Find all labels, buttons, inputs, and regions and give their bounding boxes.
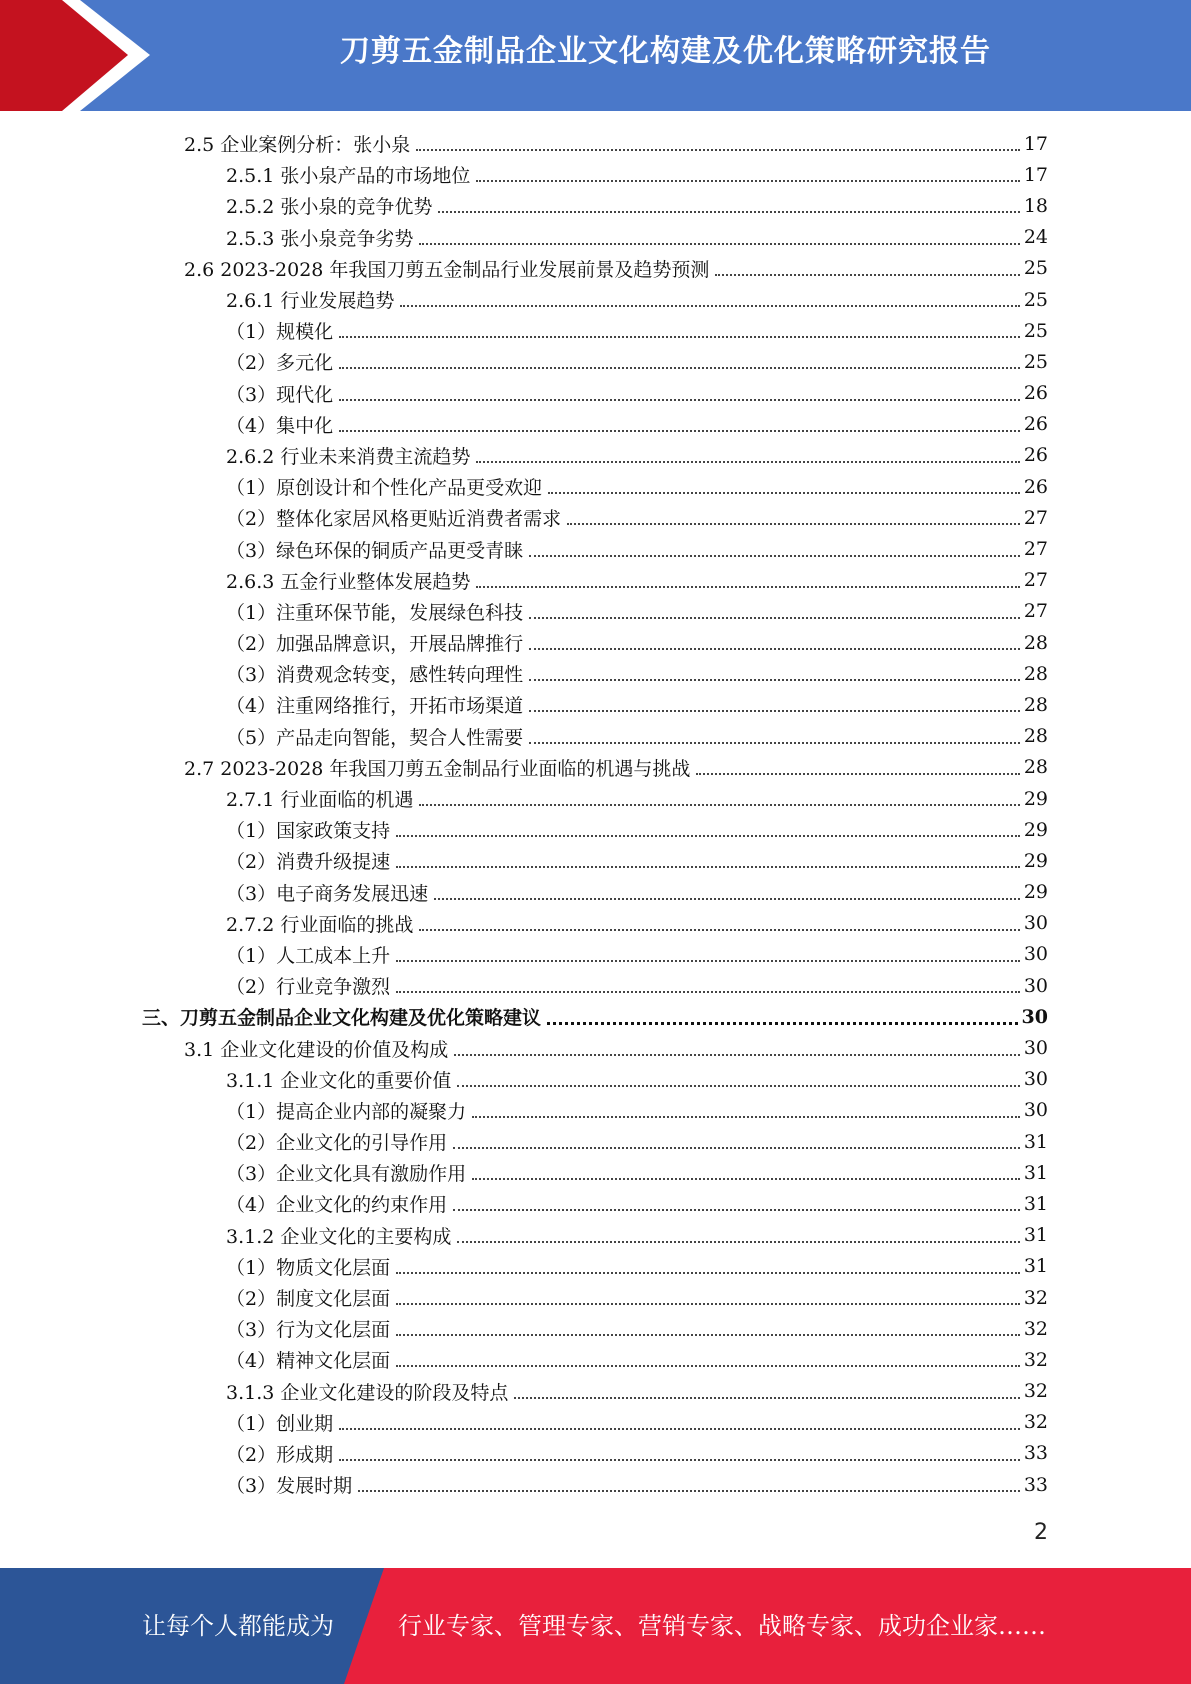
toc-entry-label: 2.6.2 行业未来消费主流趋势 <box>226 445 471 468</box>
toc-entry-label: （3）企业文化具有激励作用 <box>226 1163 467 1186</box>
toc-entry[interactable] <box>0 814 1191 845</box>
toc-entry-label: 三、刀剪五金制品企业文化构建及优化策略建议 <box>142 1007 542 1030</box>
toc-entry-page: 27 <box>1023 506 1048 529</box>
toc-entry-label: （2）加强品牌意识，开展品牌推行 <box>226 633 524 656</box>
toc-leader-dots <box>396 1271 1020 1274</box>
toc-entry-label: （1）国家政策支持 <box>226 820 391 843</box>
toc-entry-label: 2.5.1 张小泉产品的市场地位 <box>226 165 471 188</box>
toc-leader-dots <box>715 273 1019 276</box>
toc-entry-label: （1）原创设计和个性化产品更受欢迎 <box>226 477 543 500</box>
toc-leader-dots <box>400 304 1019 307</box>
toc-entry[interactable] <box>0 721 1191 752</box>
toc-leader-dots <box>339 429 1020 432</box>
toc-entry-label: （4）精神文化层面 <box>226 1350 391 1373</box>
toc-entry-page: 25 <box>1023 257 1048 280</box>
toc-entry-page: 31 <box>1023 1255 1048 1278</box>
toc-leader-dots <box>419 242 1019 245</box>
toc-entry[interactable] <box>0 939 1191 970</box>
toc-leader-dots <box>339 335 1020 338</box>
toc-entry-page: 25 <box>1023 350 1048 373</box>
toc-entry-label: （1）人工成本上升 <box>226 944 391 967</box>
toc-leader-dots <box>419 803 1019 806</box>
toc-entry[interactable] <box>0 502 1191 533</box>
toc-entry[interactable] <box>0 1032 1191 1063</box>
toc-entry[interactable] <box>0 533 1191 564</box>
toc-entry[interactable] <box>0 1220 1191 1251</box>
toc-entry[interactable] <box>0 346 1191 377</box>
toc-entry-page: 30 <box>1023 1037 1048 1060</box>
toc-entry[interactable] <box>0 627 1191 658</box>
toc-entry-label: （1）规模化 <box>226 321 334 344</box>
toc-entry[interactable] <box>0 1157 1191 1188</box>
toc-entry[interactable] <box>0 378 1191 409</box>
toc-leader-dots <box>472 1115 1020 1118</box>
toc-entry-page: 30 <box>1023 912 1048 935</box>
toc-entry-label: 2.5.3 张小泉竞争劣势 <box>226 227 414 250</box>
toc-entry-page: 31 <box>1023 1161 1048 1184</box>
toc-entry-label: 3.1.3 企业文化建设的阶段及特点 <box>226 1381 509 1404</box>
toc-entry-label: （3）行为文化层面 <box>226 1319 391 1342</box>
toc-leader-dots <box>416 148 1020 151</box>
toc-entry[interactable] <box>0 1407 1191 1438</box>
toc-entry[interactable] <box>0 908 1191 939</box>
toc-entry-page: 28 <box>1023 693 1048 716</box>
toc-entry[interactable] <box>0 752 1191 783</box>
toc-leader-dots <box>438 210 1019 213</box>
toc-leader-dots <box>358 1489 1020 1492</box>
toc-entry-page: 27 <box>1023 569 1048 592</box>
toc-entry-page: 25 <box>1023 319 1048 342</box>
toc-entry[interactable] <box>0 1188 1191 1219</box>
toc-entry[interactable] <box>0 970 1191 1001</box>
toc-entry[interactable] <box>0 1469 1191 1500</box>
toc-leader-dots <box>476 179 1019 182</box>
toc-entry-label: （1）物质文化层面 <box>226 1256 391 1279</box>
toc-leader-dots <box>419 928 1019 931</box>
toc-entry-page: 30 <box>1021 1005 1048 1028</box>
toc-entry-label: （4）企业文化的约束作用 <box>226 1194 448 1217</box>
toc-entry[interactable] <box>0 845 1191 876</box>
toc-entry[interactable] <box>0 315 1191 346</box>
toc-entry[interactable] <box>0 1001 1191 1032</box>
toc-leader-dots <box>476 585 1019 588</box>
toc-leader-dots <box>454 1053 1020 1056</box>
toc-entry-page: 17 <box>1023 163 1048 186</box>
toc-entry[interactable] <box>0 471 1191 502</box>
toc-leader-dots <box>434 897 1020 900</box>
toc-entry-page: 28 <box>1023 662 1048 685</box>
toc-leader-dots <box>396 1302 1020 1305</box>
toc-entry-page: 31 <box>1023 1130 1048 1153</box>
toc-entry-page: 29 <box>1023 818 1048 841</box>
toc-entry-label: 2.6 2023-2028 年我国刀剪五金制品行业发展前景及趋势预测 <box>184 258 710 281</box>
page-number: 2 <box>1034 1520 1048 1545</box>
toc-entry[interactable] <box>0 440 1191 471</box>
toc-entry-label: 3.1.1 企业文化的重要价值 <box>226 1069 452 1092</box>
toc-entry-label: （2）行业竞争激烈 <box>226 976 391 999</box>
toc-entry-page: 33 <box>1023 1473 1048 1496</box>
toc-entry-label: （3）消费观念转变，感性转向理性 <box>226 664 524 687</box>
toc-leader-dots <box>696 772 1019 775</box>
toc-leader-dots <box>396 834 1020 837</box>
toc-entry-page: 28 <box>1023 756 1048 779</box>
toc-leader-dots <box>476 460 1019 463</box>
toc-entry[interactable] <box>0 284 1191 315</box>
toc-leader-dots <box>453 1146 1020 1149</box>
toc-entry-label: 3.1.2 企业文化的主要构成 <box>226 1225 452 1248</box>
toc-entry-label: （3）电子商务发展迅速 <box>226 882 429 905</box>
toc-entry-page: 26 <box>1023 444 1048 467</box>
toc-entry-page: 31 <box>1023 1192 1048 1215</box>
toc-entry[interactable] <box>0 409 1191 440</box>
toc-entry-page: 30 <box>1023 1068 1048 1091</box>
toc-entry-page: 29 <box>1023 849 1048 872</box>
toc-entry-label: （2）形成期 <box>226 1443 334 1466</box>
toc-entry-label: 2.7 2023-2028 年我国刀剪五金制品行业面临的机遇与挑战 <box>184 757 691 780</box>
toc-entry-page: 32 <box>1023 1411 1048 1434</box>
toc-entry-page: 26 <box>1023 382 1048 405</box>
toc-entry-page: 28 <box>1023 631 1048 654</box>
toc-entry[interactable] <box>0 689 1191 720</box>
table-of-contents <box>0 128 1191 1500</box>
page-header <box>0 0 1191 111</box>
toc-entry-label: 2.6.1 行业发展趋势 <box>226 290 395 313</box>
toc-entry-page: 29 <box>1023 787 1048 810</box>
toc-entry-page: 33 <box>1023 1442 1048 1465</box>
toc-leader-dots <box>396 990 1020 993</box>
toc-leader-dots <box>514 1396 1019 1399</box>
toc-entry-label: （4）注重网络推行，开拓市场渠道 <box>226 695 524 718</box>
toc-entry[interactable] <box>0 1313 1191 1344</box>
toc-entry[interactable] <box>0 1251 1191 1282</box>
toc-leader-dots <box>548 491 1020 494</box>
footer-slogan-right: 行业专家、管理专家、营销专家、战略专家、成功企业家…… <box>398 1612 1046 1640</box>
toc-entry-label: 2.5.2 张小泉的竞争优势 <box>226 196 433 219</box>
toc-leader-dots <box>529 678 1020 681</box>
toc-entry-page: 24 <box>1023 226 1048 249</box>
toc-entry-page: 30 <box>1023 1099 1048 1122</box>
toc-entry-label: （2）制度文化层面 <box>226 1288 391 1311</box>
toc-leader-dots <box>339 398 1020 401</box>
toc-entry-label: 2.6.3 五金行业整体发展趋势 <box>226 570 471 593</box>
toc-entry-page: 25 <box>1023 288 1048 311</box>
toc-leader-dots <box>396 865 1020 868</box>
toc-entry-page: 32 <box>1023 1286 1048 1309</box>
toc-entry-label: （3）绿色环保的铜质产品更受青睐 <box>226 539 524 562</box>
toc-entry-label: （2）企业文化的引导作用 <box>226 1132 448 1155</box>
toc-leader-dots <box>396 959 1020 962</box>
toc-entry[interactable] <box>0 222 1191 253</box>
toc-entry-label: （3）发展时期 <box>226 1475 353 1498</box>
toc-entry[interactable] <box>0 658 1191 689</box>
toc-leader-dots <box>457 1240 1019 1243</box>
toc-entry-label: （2）整体化家居风格更贴近消费者需求 <box>226 508 562 531</box>
toc-entry[interactable] <box>0 565 1191 596</box>
toc-leader-dots <box>339 366 1020 369</box>
toc-entry-page: 32 <box>1023 1317 1048 1340</box>
toc-entry[interactable] <box>0 1376 1191 1407</box>
toc-entry-page: 31 <box>1023 1224 1048 1247</box>
toc-leader-dots <box>529 647 1020 650</box>
toc-entry[interactable] <box>0 1344 1191 1375</box>
footer-slogan-left: 让每个人都能成为 <box>142 1612 334 1640</box>
toc-entry-label: （2）消费升级提速 <box>226 851 391 874</box>
toc-leader-dots <box>339 1458 1020 1461</box>
toc-entry-label: （2）多元化 <box>226 352 334 375</box>
toc-leader-dots <box>547 1021 1018 1025</box>
toc-entry-page: 32 <box>1023 1348 1048 1371</box>
toc-entry-label: （1）创业期 <box>226 1412 334 1435</box>
toc-leader-dots <box>472 1177 1020 1180</box>
report-title: 刀剪五金制品企业文化构建及优化策略研究报告 <box>340 34 991 69</box>
toc-leader-dots <box>453 1208 1020 1211</box>
toc-entry[interactable] <box>0 877 1191 908</box>
toc-leader-dots <box>567 522 1020 525</box>
toc-leader-dots <box>529 709 1020 712</box>
toc-leader-dots <box>529 741 1020 744</box>
toc-entry[interactable] <box>0 1095 1191 1126</box>
toc-entry-page: 18 <box>1023 194 1048 217</box>
toc-leader-dots <box>396 1364 1020 1367</box>
page-footer <box>0 1568 1191 1684</box>
toc-entry[interactable] <box>0 1438 1191 1469</box>
toc-entry-page: 28 <box>1023 725 1048 748</box>
toc-leader-dots <box>457 1084 1019 1087</box>
toc-leader-dots <box>396 1333 1020 1336</box>
toc-entry-page: 26 <box>1023 413 1048 436</box>
toc-leader-dots <box>339 1427 1020 1430</box>
toc-entry-label: 2.7.1 行业面临的机遇 <box>226 789 414 812</box>
toc-entry-label: 2.5 企业案例分析：张小泉 <box>184 134 411 157</box>
toc-entry[interactable] <box>0 596 1191 627</box>
toc-entry[interactable] <box>0 1064 1191 1095</box>
toc-entry-page: 30 <box>1023 974 1048 997</box>
toc-entry-label: （1）注重环保节能，发展绿色科技 <box>226 601 524 624</box>
toc-entry-page: 27 <box>1023 600 1048 623</box>
toc-entry-page: 30 <box>1023 943 1048 966</box>
toc-entry-label: （1）提高企业内部的凝聚力 <box>226 1100 467 1123</box>
toc-entry-label: （4）集中化 <box>226 414 334 437</box>
toc-entry[interactable] <box>0 190 1191 221</box>
toc-entry-label: （3）现代化 <box>226 383 334 406</box>
toc-leader-dots <box>529 616 1020 619</box>
toc-entry[interactable] <box>0 783 1191 814</box>
toc-entry[interactable] <box>0 1126 1191 1157</box>
toc-entry-label: （5）产品走向智能，契合人性需要 <box>226 726 524 749</box>
toc-entry[interactable] <box>0 253 1191 284</box>
toc-entry-page: 32 <box>1023 1380 1048 1403</box>
toc-entry[interactable] <box>0 128 1191 159</box>
toc-entry-page: 26 <box>1023 475 1048 498</box>
toc-entry-page: 27 <box>1023 538 1048 561</box>
toc-leader-dots <box>529 554 1020 557</box>
toc-entry[interactable] <box>0 1282 1191 1313</box>
toc-entry-page: 17 <box>1023 132 1048 155</box>
toc-entry[interactable] <box>0 159 1191 190</box>
toc-entry-page: 29 <box>1023 881 1048 904</box>
toc-entry-label: 3.1 企业文化建设的价值及构成 <box>184 1038 449 1061</box>
toc-entry-label: 2.7.2 行业面临的挑战 <box>226 913 414 936</box>
